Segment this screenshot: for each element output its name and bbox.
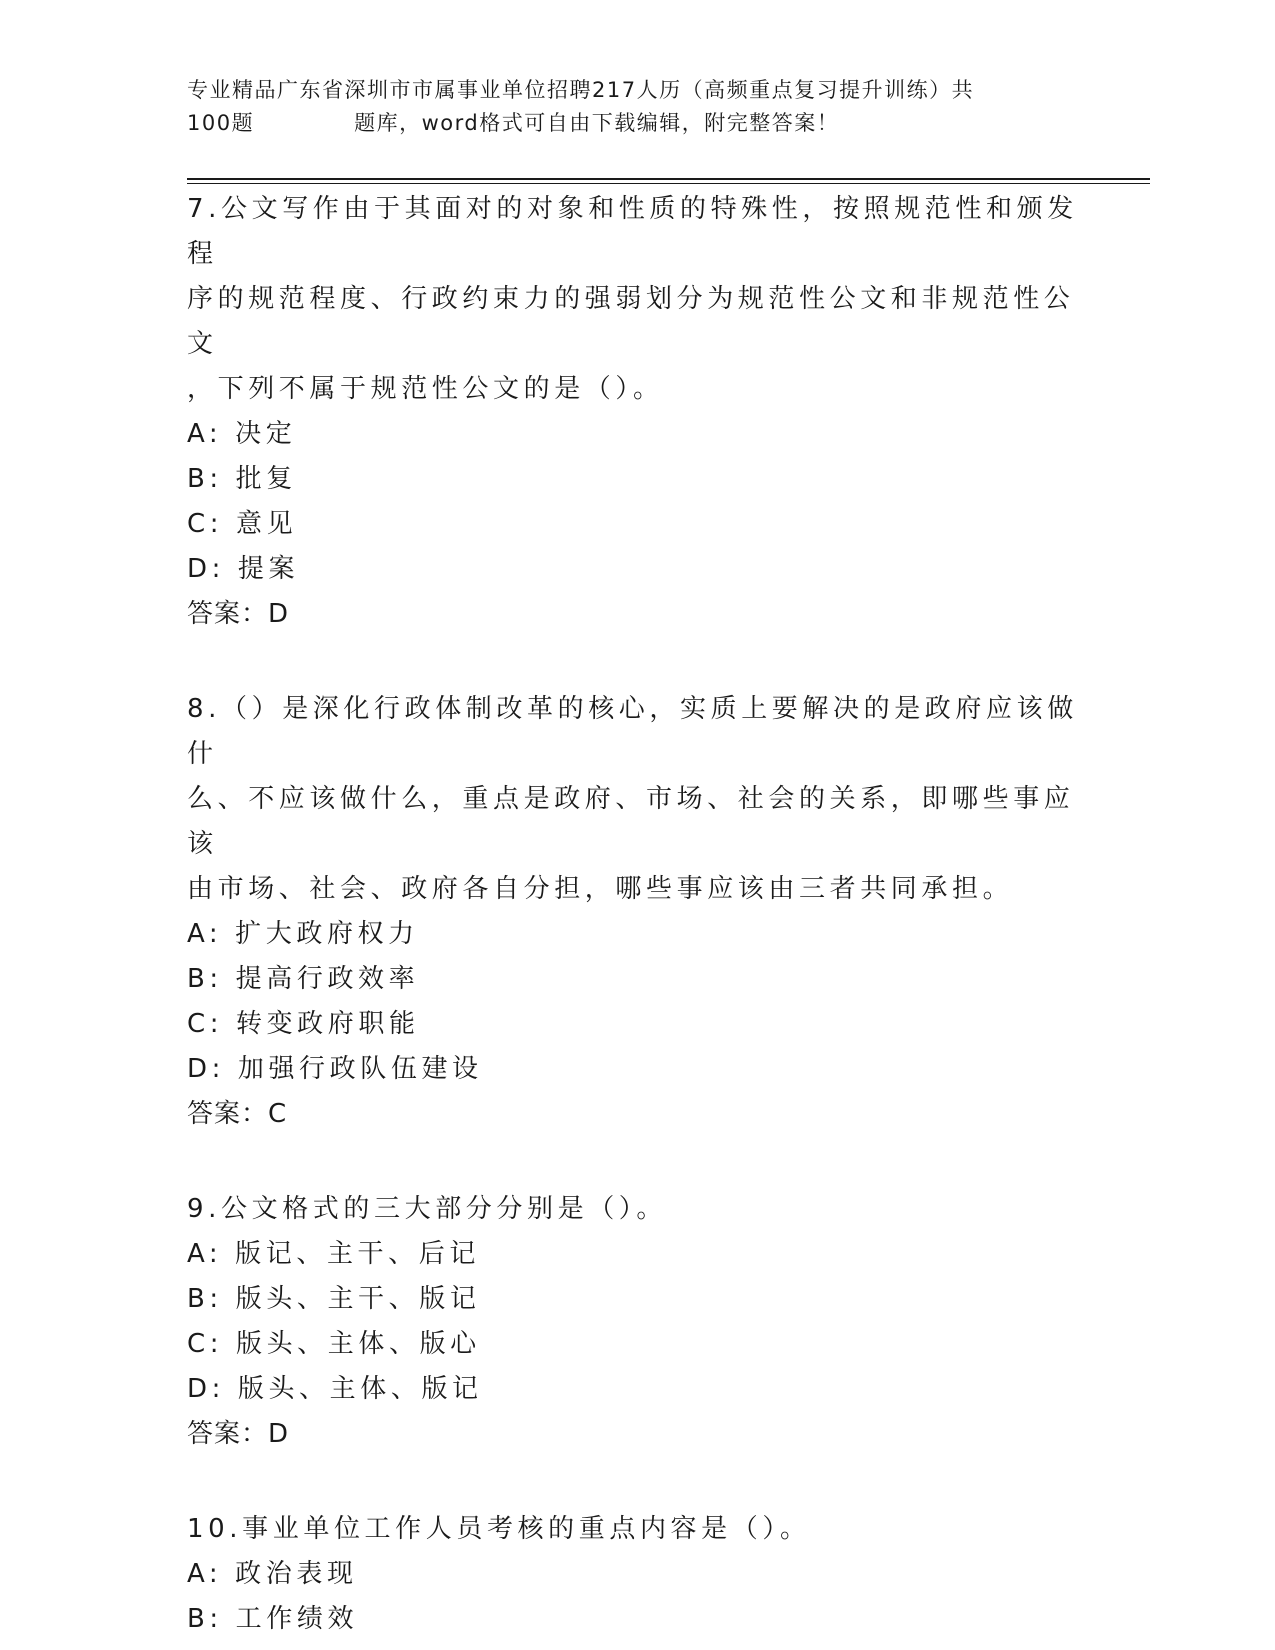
stem-line: 序的规范程度、行政约束力的强弱划分为规范性公文和非规范性公文 <box>187 284 1075 359</box>
option-a: A: 决定 <box>187 419 297 449</box>
option-a: A: 扩大政府权力 <box>187 919 419 949</box>
document-header <box>187 74 1067 140</box>
stem-line: ，下列不属于规范性公文的是（）。 <box>187 374 664 404</box>
header-description: 题库，word格式可自由下载编辑，附完整答案！ <box>354 111 840 135</box>
question-8 <box>187 687 1087 1137</box>
option-c: C: 意见 <box>187 509 298 539</box>
answer-key: 答案：C <box>187 1099 288 1129</box>
header-rule-thick <box>187 178 1150 180</box>
option-b: B: 工作绩效 <box>187 1604 359 1634</box>
option-b: B: 版头、主干、版记 <box>187 1284 481 1314</box>
option-c: C: 转变政府职能 <box>187 1009 420 1039</box>
question-10 <box>187 1507 1087 1642</box>
option-b: B: 批复 <box>187 464 297 494</box>
header-rule-thin <box>187 183 1150 184</box>
option-a: A: 版记、主干、后记 <box>187 1239 480 1269</box>
question-stem <box>187 687 1087 912</box>
option-b: B: 提高行政效率 <box>187 964 420 994</box>
stem-line: 7.公文写作由于其面对的对象和性质的特殊性，按照规范性和颁发程 <box>187 194 1078 269</box>
spacer <box>187 1457 1087 1507</box>
question-list <box>187 187 1087 1642</box>
answer-key: 答案：D <box>187 1419 290 1449</box>
stem-line: 10.事业单位工作人员考核的重点内容是（）。 <box>187 1514 811 1544</box>
spacer <box>187 637 1087 687</box>
stem-line: 由市场、社会、政府各自分担，哪些事应该由三者共同承担。 <box>187 874 1014 904</box>
question-9 <box>187 1187 1087 1457</box>
question-stem <box>187 1507 1087 1552</box>
option-d: D: 加强行政队伍建设 <box>187 1054 483 1084</box>
question-stem <box>187 1187 1087 1232</box>
question-stem <box>187 187 1087 412</box>
option-d: D: 版头、主体、版记 <box>187 1374 483 1404</box>
header-question-count: 100题 <box>187 111 255 135</box>
stem-line: 8.（）是深化行政体制改革的核心，实质上要解决的是政府应该做什 <box>187 694 1078 769</box>
option-a: A: 政治表现 <box>187 1559 358 1589</box>
spacer <box>187 1137 1087 1187</box>
question-7 <box>187 187 1087 637</box>
answer-key: 答案：D <box>187 599 290 629</box>
option-c: C: 版头、主体、版心 <box>187 1329 481 1359</box>
header-title-line-1: 专业精品广东省深圳市市属事业单位招聘217人历（高频重点复习提升训练）共 <box>187 78 975 102</box>
stem-line: 9.公文格式的三大部分分别是（）。 <box>187 1194 668 1224</box>
option-d: D: 提案 <box>187 554 300 584</box>
stem-line: 么、不应该做什么，重点是政府、市场、社会的关系，即哪些事应该 <box>187 784 1075 859</box>
header-title-line-2 <box>187 107 1067 140</box>
